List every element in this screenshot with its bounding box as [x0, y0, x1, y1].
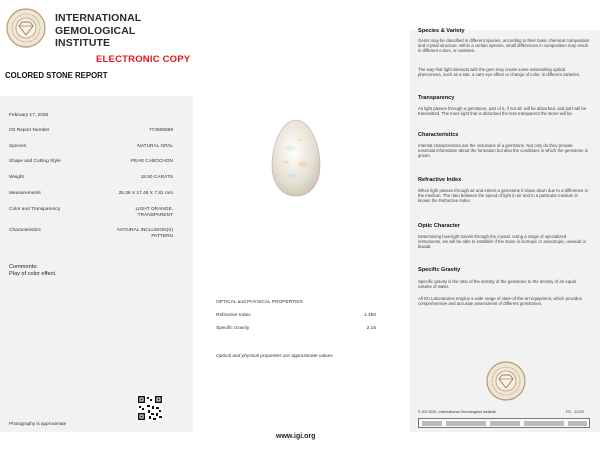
institute-name-line-1: INTERNATIONAL: [55, 12, 142, 24]
section-text-species-1: Gems may be classified in different species, according to their basic chemical composition and crystal structure; within a certain species, small differences in composition may result in different colors, or varieties.: [418, 38, 590, 54]
detail-value-line-1: NATURAL INCLUSION(S): [117, 228, 173, 233]
optical-label: Refractive Index: [216, 313, 251, 318]
comments-text: Play of color effect.: [9, 271, 57, 277]
copyright-text: © IGI 2020, International Gemological Institute: [418, 410, 496, 414]
section-text-refractive-index: When light passes through air and enters a gemstone it slows down due to a difference in the medium. The ratio between the speed of light in air and in a particular medium is known the Refractive Index.: [418, 188, 588, 204]
photo-note: Photography is approximate: [9, 421, 67, 426]
detail-label: Weight: [9, 175, 24, 180]
page-number: FD - 10/20: [566, 410, 584, 414]
detail-label: Measurements: [9, 191, 41, 196]
security-strip-cell: [568, 421, 587, 426]
section-text-species-2: The way that light interacts with the gem may create some astonishing optical phenomena, such as a star, a cat's eye effect or change of color, in different varieties.: [418, 67, 581, 78]
detail-value: PEAR CABOCHON: [130, 159, 173, 164]
detail-label: Characteristics: [9, 228, 41, 233]
comments-block: [9, 264, 56, 278]
optical-properties-title: OPTICAL and PHYSICAL PROPERTIES: [216, 300, 303, 305]
section-text-transparency: As light passes through a gemstone, part of it, if not all, will be absorbed, and part will be transmitted. The more light that is absorbed the less transparent the stone will be.: [418, 106, 587, 117]
optical-value: 1.450: [363, 313, 376, 318]
igi-seal-icon: [486, 361, 526, 401]
security-strip: [418, 418, 590, 428]
weight-row: [9, 175, 173, 181]
detail-label: Color and Transparency: [9, 207, 61, 212]
opal-gemstone-image: [270, 118, 322, 198]
institute-name-line-3: INSTITUTE: [55, 37, 111, 49]
report-title: COLORED STONE REPORT: [5, 71, 108, 80]
security-strip-cell: [524, 421, 564, 426]
section-title-characteristics: Characteristics: [418, 132, 459, 138]
detail-label: IGI Report Number: [9, 128, 50, 133]
detail-value: [117, 228, 173, 240]
report-number-row: [9, 128, 173, 134]
igi-seal-logo-icon: [6, 8, 46, 48]
section-text-characteristics: Internal characteristics are the inclusions of a gemstone. Not only do they provide essential information about the formation but also the conditions in which the gemstone is grown.: [418, 143, 588, 159]
section-title-transparency: Transparency: [418, 95, 455, 101]
section-title-specific-gravity: Specific Gravity: [418, 267, 461, 273]
section-title-species: Species & Variety: [418, 28, 465, 34]
detail-value-line-2: PATTERN: [151, 234, 173, 239]
detail-value: 18.50 CARATS: [140, 175, 173, 180]
detail-value: 774606668: [148, 128, 173, 133]
website-link[interactable]: www.igi.org: [276, 433, 316, 440]
species-row: [9, 144, 173, 150]
refractive-index-row: [216, 313, 376, 318]
optical-label: Specific Gravity: [216, 326, 250, 331]
detail-value: [136, 207, 174, 219]
section-title-refractive-index: Refractive Index: [418, 177, 462, 183]
detail-value-line-2: TRANSPARENT: [137, 213, 173, 218]
optical-note: Optical and physical properties are approximate values: [216, 354, 333, 359]
color-transparency-row: [9, 207, 173, 219]
detail-value: NATURAL OPAL: [137, 144, 173, 149]
section-title-optic-character: Optic Character: [418, 223, 460, 229]
detail-label: Species: [9, 144, 27, 149]
section-text-specific-gravity-2: All IGI Laboratories employ a wide range of state-of-the-art equipment, which provides comprehensive and accurate assessment of different gemstones.: [418, 296, 582, 307]
measurements-row: [9, 191, 173, 197]
comments-label: Comments:: [9, 264, 38, 270]
detail-label: Shape and Cutting Style: [9, 159, 61, 164]
section-text-optic-character: Determining how light travels through the crystal. Using a range of specialized instruments, we will be able to establish if the stone is isotropic or anisotropic, uniaxial or biaxial.: [418, 234, 587, 250]
detail-value-line-1: LIGHT ORANGE,: [135, 207, 173, 212]
shape-row: [9, 159, 173, 165]
characteristics-row: [9, 228, 173, 240]
security-strip-cell: [490, 421, 520, 426]
report-date: February 17, 2026: [9, 113, 49, 118]
specific-gravity-row: [216, 326, 376, 331]
security-strip-cell: [422, 421, 442, 426]
optical-value: 2.15: [366, 326, 376, 331]
report-date-row: [9, 113, 173, 118]
detail-value: 25.39 X 17.46 X 7.81 mm: [118, 191, 173, 196]
institute-name: [55, 12, 141, 50]
security-strip-cell: [446, 421, 486, 426]
qr-code-icon[interactable]: [137, 395, 163, 421]
electronic-copy-label: ELECTRONIC COPY: [96, 54, 191, 65]
section-text-specific-gravity-1: Specific gravity is the ratio of the density of the gemstone to the density of an equal volume of water.: [418, 279, 576, 290]
institute-name-line-2: GEMOLOGICAL: [55, 24, 136, 37]
